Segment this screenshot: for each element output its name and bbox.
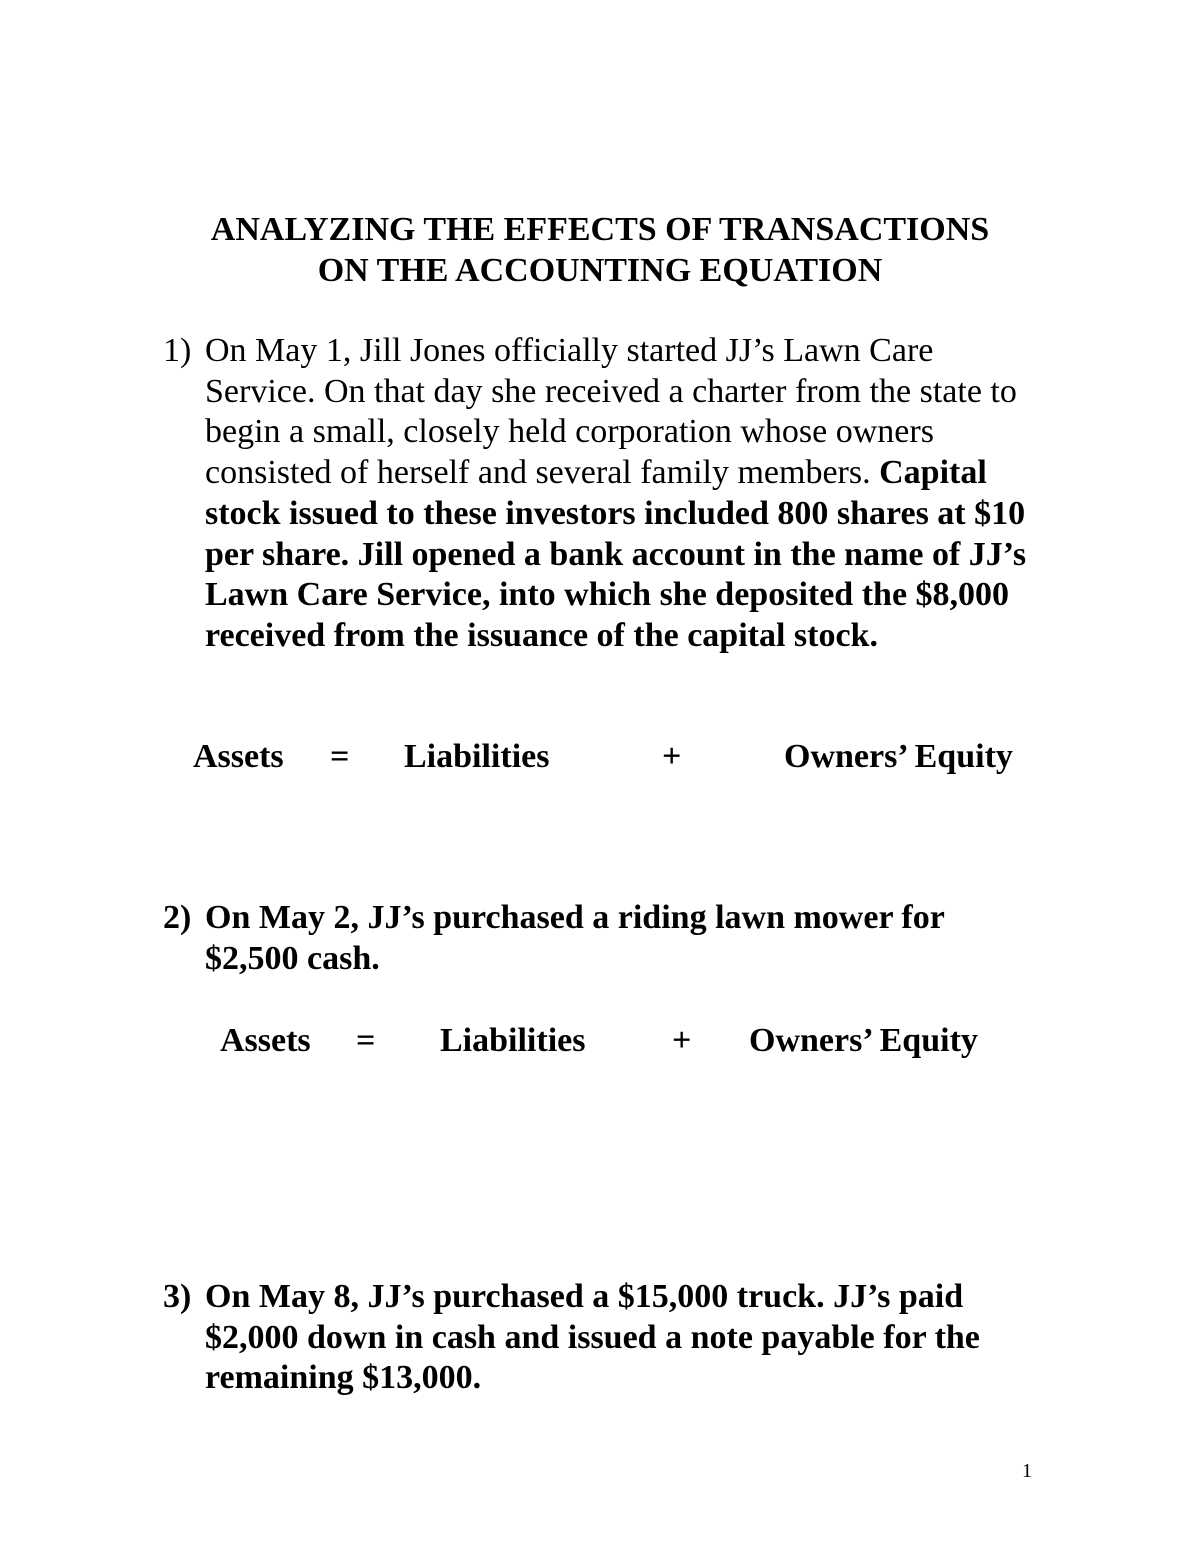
question-1 xyxy=(163,331,1043,657)
equation-1-assets: Assets xyxy=(193,738,284,775)
document-title-line-2: ON THE ACCOUNTING EQUATION xyxy=(317,252,883,289)
document-title-line-1: ANALYZING THE EFFECTS OF TRANSACTIONS xyxy=(210,211,990,248)
page-number: 1 xyxy=(1022,1460,1032,1482)
question-2-text: On May 2, JJ’s purchased a riding lawn mower for $2,500 cash. xyxy=(205,899,945,977)
question-1-text-bold: Capital stock issued to these investors included 800 shares at $10 per share. Jill opened a bank account in the name of JJ’s Lawn Care Service, into which she deposited the $8,000 received from the issuance of the capital stock. xyxy=(205,454,1027,654)
equation-2-owners-equity: Owners’ Equity xyxy=(749,1022,978,1059)
question-3-text: On May 8, JJ’s purchased a $15,000 truck. JJ’s paid $2,000 down in cash and issued a note payable for the remaining $13,000. xyxy=(205,1278,980,1397)
equation-2-plus: + xyxy=(672,1022,692,1059)
question-3 xyxy=(163,1277,1043,1399)
equation-1-liabilities: Liabilities xyxy=(404,738,550,775)
equation-2-assets: Assets xyxy=(220,1022,311,1059)
question-3-number: 3) xyxy=(163,1278,192,1315)
equation-1-owners-equity: Owners’ Equity xyxy=(784,738,1013,775)
question-2-number: 2) xyxy=(163,899,192,936)
equation-1-plus: + xyxy=(662,738,682,775)
equation-2-equals: = xyxy=(356,1022,376,1059)
equation-2-liabilities: Liabilities xyxy=(440,1022,586,1059)
question-1-number: 1) xyxy=(163,332,192,369)
question-1-text-plain: On May 1, Jill Jones officially started JJ’s Lawn Care Service. On that day she received a charter from the state to begin a small, closely held corporation whose owners consisted of herself and several family members. xyxy=(205,332,1017,492)
question-2 xyxy=(163,898,1043,979)
equation-1-equals: = xyxy=(330,738,350,775)
question-1-text xyxy=(205,331,1043,657)
